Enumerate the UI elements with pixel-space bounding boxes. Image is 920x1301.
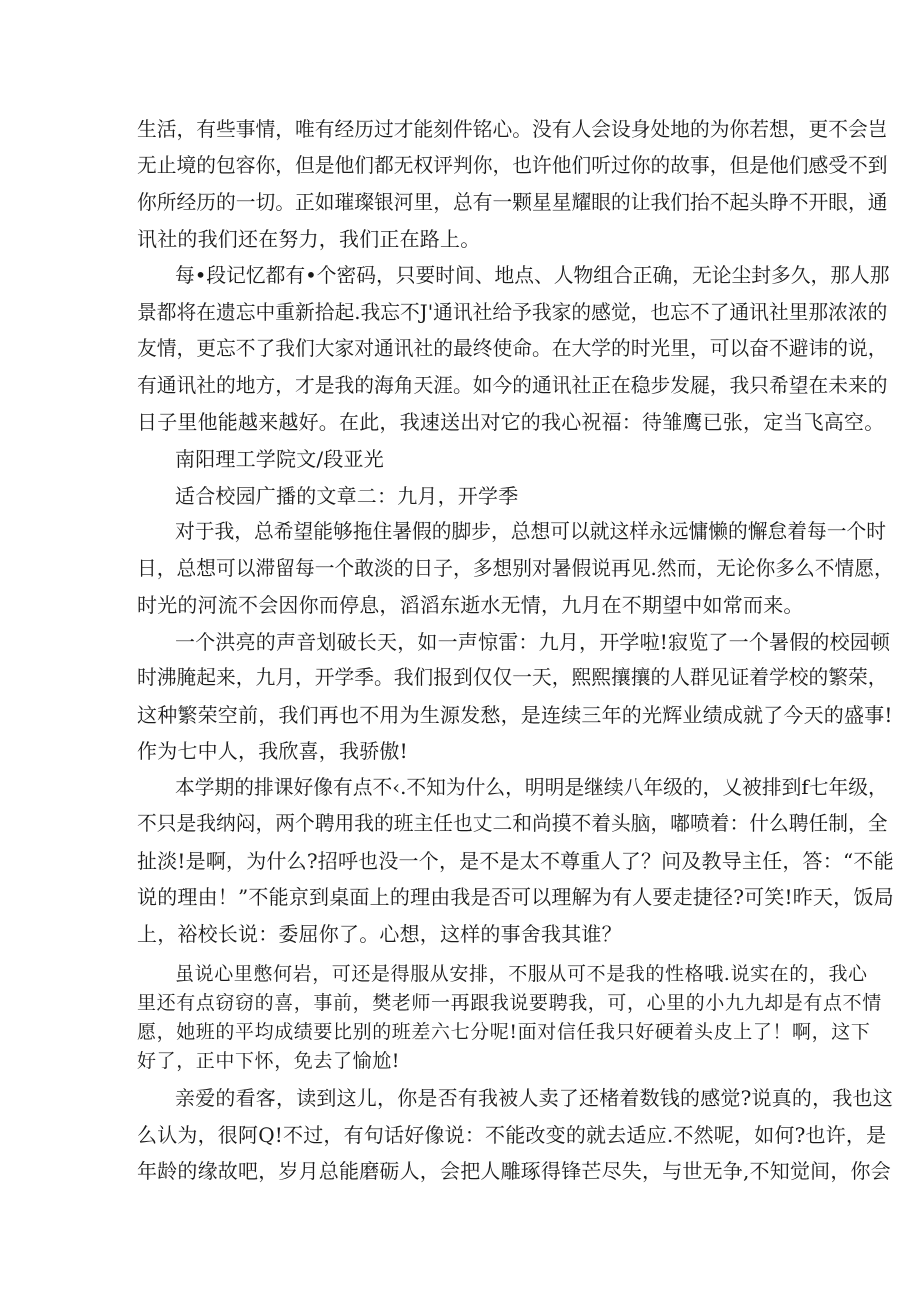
text-line: 么认为，很阿Q!不过，有句话好像说：不能改变的就去适应.不然呢，如何?也许，是 [137, 1123, 887, 1147]
text-line: 每•段记忆都有•个密码，只要时间、地点、人物组合正确，无论尘封多久，那人那 [175, 264, 890, 287]
text-line: 这种繁荣空前，我们再也不用为生源发愁，是连续三年的光辉业绩成就了今天的盛事! [137, 703, 893, 727]
text-line: 时沸腌起来，九月，开学季。我们报到仅仅一天，熙熙攘攘的人群见证着学校的繁荣， [137, 666, 888, 689]
text-line: 一个洪亮的声音划破长天，如一声惊雷：九月，开学啦!寂览了一个暑假的校园顿 [175, 630, 891, 654]
text-line: 日子里他能越来越好。在此，我速送出对它的我心祝福：待雏鹰已张，定当飞高空。 [137, 410, 885, 434]
text-line: 无止境的包容你，但是他们都无权评判你，也许他们听过你的故事，但是他们感受不到 [137, 154, 888, 177]
text-line: 景都将在遗忘中重新拾起.我忘不J'通讯社给予我家的感觉，也忘不了通讯社里那浓浓的 [137, 301, 888, 324]
text-line: 时光的河流不会因你而停息，滔滔东逝水无情，九月在不期望中如常而来。 [137, 593, 804, 617]
text-line: 虽说心里憋何岩，可还是得服从安排，不服从可不是我的性格哦.说实在的，我心 [175, 963, 868, 985]
text-line: 友情，更忘不了我们大家对通讯社的最终使命。在大学的时光里，可以奋不避讳的说， [137, 337, 888, 360]
text-line: 年龄的缘故吧，岁月总能磨砺人，会把人雕琢得锋芒尽失，与世无争,不知觉间，你会 [137, 1159, 891, 1183]
text-line: 讯社的我们还在努力，我们正在路上。 [137, 227, 481, 251]
text-line: 说的理由！”不能京到桌面上的理由我是否可以理解为有人要走捷径?可笑!昨天，饭局 [137, 885, 894, 909]
text-line: 亲爱的看客，读到这儿，你是否有我被人卖了还楮着数钱的感觉?说真的，我也这 [175, 1086, 893, 1110]
text-line: 好了，正中下怀，免去了愉尬! [137, 1050, 401, 1072]
text-line: 有通讯社的地方，才是我的海角天涯。如今的通讯社正在稳步发屣，我只希望在未来的 [137, 374, 888, 397]
text-line: 日，总想可以滞留每一个敢淡的日子，多想别对暑假说再见.然而，无论你多么不情愿， [137, 557, 894, 580]
text-line: 里还有点窃窃的喜，事前，樊老师一再跟我说要聘我，可，心里的小九九却是有点不情 [137, 992, 882, 1014]
text-line: 扯淡!是啊，为什么?招呼也没一个，是不是太不尊重人了？问及教导主任，答：“不能 [137, 849, 894, 873]
text-line: 愿，她班的平均成绩要比别的班差六七分呢!面对信任我只好硬着头皮上了！啊，这下 [137, 1021, 871, 1043]
text-line: 你所经历的一切。正如璀璨银河里，总有一颗星星耀眼的让我们抬不起头睁不开眼，通 [137, 191, 888, 214]
text-line: 对于我，总希望能够拖住暑假的脚步，总想可以就这样永远慵懒的懈怠着每一个时 [175, 520, 887, 543]
text-line: 本学期的排课好像有点不‹.不知为什么，明明是继续八年级的，乂被排到f七年级， [175, 776, 888, 799]
text-line: 生活，有些事情，唯有经历过才能刻件铭心。没有人会设身处地的为你若想，更不会岂 [137, 118, 888, 141]
text-line: 不只是我纳闷，两个聘用我的班主任也丈二和尚摸不着头脑，嘟喷着：什么聘任制，全 [137, 812, 888, 835]
text-line: 作为七中人，我欣喜，我骄傲! [137, 739, 408, 763]
text-line: 上，裕校长说：委屈你了。心想，这样的事舍我其谁？ [137, 922, 622, 946]
author-line: 南阳理工学院文/段亚光 [175, 447, 384, 471]
article-title: 适合校园广播的文章二：九月，开学季 [175, 484, 519, 508]
